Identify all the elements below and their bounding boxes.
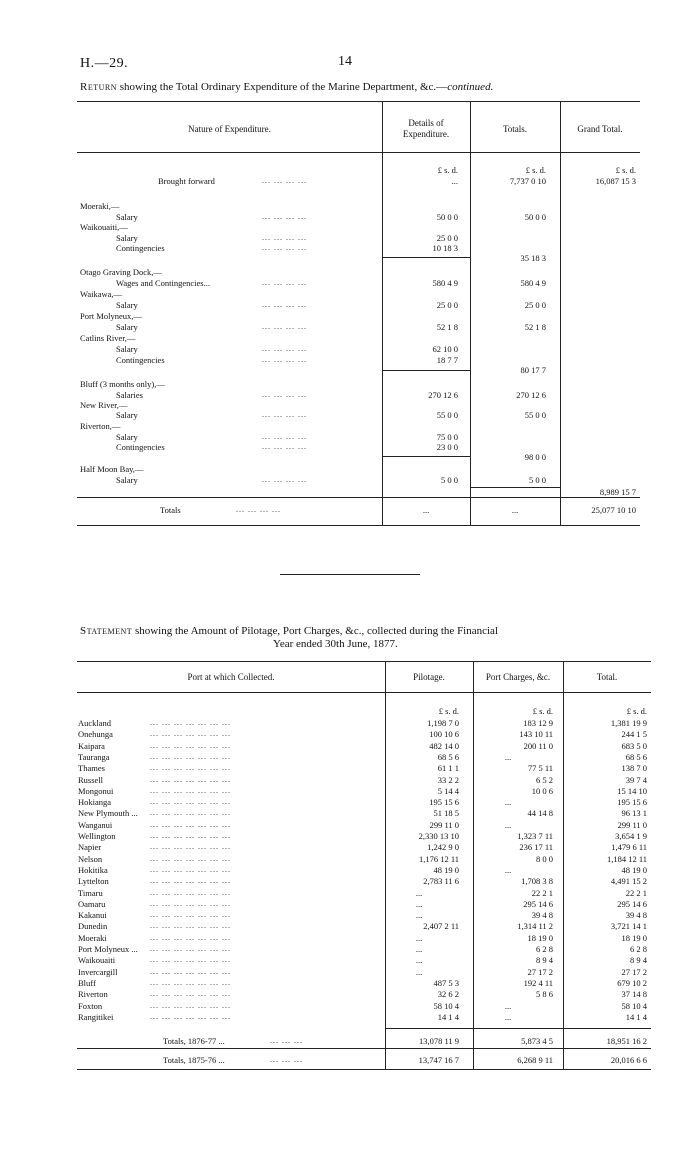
t1-row-label: Salary [116,410,138,420]
t2-row-charges: 44 14 8 [527,808,553,818]
t2-header-pilotage: Pilotage. [413,672,445,682]
t2-row-port: Lyttelton [78,876,109,886]
t1-currency-grand: £ s. d. [615,165,636,175]
t2-row-total: 3,721 14 1 [610,921,647,931]
t2-leader-dots: ... ... ... ... ... ... ... [150,921,231,930]
t1-leader-dots: ... ... ... ... [262,300,307,309]
table2-title-line2: Year ended 30th June, 1877. [273,638,398,650]
t2-leader-dots: ... ... ... ... ... ... ... [150,989,231,998]
t1-row-totals: 270 12 6 [516,390,546,400]
t1-row-details: 10 18 3 [432,243,458,253]
t1-row-label: Contingencies [116,243,165,253]
t2-row-total: 1,184 12 11 [606,854,647,864]
t2-row-pilotage: ... [415,933,423,943]
t1-row-label: Salary [116,344,138,354]
t2-totals-charges: 6,268 9 11 [517,1055,553,1065]
t2-row-port: Rangitikei [78,1012,114,1022]
t1-row-grand: 16,087 15 3 [595,176,636,186]
t2-row-pilotage: 48 19 0 [433,865,459,875]
t2-leader-dots: ... ... ... ... ... ... ... [150,718,231,727]
table1-title-text: showing the Total Ordinary Expenditure of the Marine Department, &c.— [119,81,448,93]
t2-row-total: 138 7 0 [621,763,647,773]
t2-leader-dots: ... ... ... ... ... ... ... [150,786,231,795]
t1-row-details: 52 1 8 [436,322,458,332]
t2-totals-label: Totals, 1876-77 ... [163,1036,225,1046]
t1-row-label: New River,— [80,400,128,410]
t2-row-pilotage: 61 1 1 [437,763,459,773]
t2-totals-rule [385,1028,651,1029]
t2-row-pilotage: 100 10 6 [429,729,459,739]
t2-row-total: 22 2 1 [625,888,647,898]
t2-leader-dots: ... ... ... ... ... ... ... [150,865,231,874]
t1-row-totals: 80 17 7 [520,365,546,375]
t2-leader-dots: ... ... ... ... ... ... ... [150,775,231,784]
t2-row-port: Mongonui [78,786,114,796]
t2-row-total: 299 11 0 [617,820,647,830]
t2-head-rule [77,692,651,693]
t2-row-pilotage: 487 5 3 [433,978,459,988]
page-number: 14 [338,54,352,69]
t1-header-nature: Nature of Expenditure. [188,124,271,134]
t1-leader-dots: ... ... ... ... [262,432,307,441]
t1-leader-dots: ... ... ... ... [262,410,307,419]
t2-row-total: 195 15 6 [617,797,647,807]
t1-row-details: 50 0 0 [436,212,458,222]
t2-leader-dots: ... ... ... [270,1036,303,1045]
t2-leader-dots: ... ... ... ... ... ... ... [150,944,231,953]
t2-row-port: Nelson [78,854,103,864]
t2-row-port: Port Molyneux ... [78,944,138,954]
t1-header-totals: Totals. [502,124,528,134]
t1-row-label: Contingencies [116,355,165,365]
t2-row-total: 6 2 8 [630,944,647,954]
t2-row-total: 27 17 2 [621,967,647,977]
t1-row-details: 270 12 6 [428,390,458,400]
t1-leader-dots: ... ... ... ... [262,322,307,331]
t2-totals-pilotage: 13,078 11 9 [418,1036,459,1046]
t2-row-port: Oamaru [78,899,106,909]
t2-row-total: 96 13 1 [621,808,647,818]
t2-row-port: Thames [78,763,105,773]
t1-leader-dots: ... ... ... ... [262,390,307,399]
t2-leader-dots: ... ... ... ... ... ... ... [150,854,231,863]
table2-title [80,625,498,637]
t1-row-label: Riverton,— [80,421,121,431]
t2-currency-pilotage: £ s. d. [438,706,459,716]
t2-row-pilotage: ... [415,910,423,920]
t1-subtotal-rule [382,257,470,258]
t2-row-charges: 6 5 2 [536,775,553,785]
t2-leader-dots: ... ... ... ... ... ... ... [150,729,231,738]
t2-row-charges: ... [504,1001,512,1011]
t1-row-label: Otago Graving Dock,— [80,267,162,277]
t1-leader-dots: ... ... ... ... [262,176,307,185]
t2-row-charges: 77 5 11 [527,763,553,773]
t1-row-totals: 5 0 0 [529,475,546,485]
t1-row-details: 5 0 0 [441,475,458,485]
t2-row-charges: 236 17 11 [519,842,553,852]
t2-row-port: Riverton [78,989,108,999]
t2-row-port: Timaru [78,888,103,898]
t2-row-pilotage: ... [415,967,423,977]
t1-leader-dots: ... ... ... ... [262,212,307,221]
t2-row-charges: 143 10 11 [519,729,553,739]
section-divider [280,574,420,575]
t2-row-port: Wellington [78,831,116,841]
t2-currency-total: £ s. d. [626,706,647,716]
t2-row-port: Kaipara [78,741,105,751]
t2-bottom-rule [77,1069,651,1070]
t2-row-port: Foxton [78,1001,103,1011]
t1-row-label: Bluff (3 months only),— [80,379,165,389]
t1-totals-grand: 25,077 10 10 [591,505,636,515]
t2-row-charges: 1,314 11 2 [517,921,553,931]
t1-row-details: 62 10 0 [432,344,458,354]
t2-row-charges: 8 0 0 [536,854,553,864]
t1-row-totals: 55 0 0 [524,410,546,420]
t2-leader-dots: ... ... ... ... ... ... ... [150,876,231,885]
t2-row-pilotage: 33 2 2 [437,775,459,785]
page-header-ref: H.—29. [80,56,129,71]
table1-title-lead: Return [80,81,118,93]
t1-row-details: ... [451,176,458,186]
t1-row-label: Catlins River,— [80,333,136,343]
t2-leader-dots: ... ... ... ... ... ... ... [150,978,231,987]
t2-row-pilotage: 299 11 0 [429,820,459,830]
t2-row-pilotage: 14 1 4 [437,1012,459,1022]
t2-row-pilotage: ... [415,888,423,898]
t2-row-pilotage: 1,242 9 0 [427,842,459,852]
t1-totals-label: Totals [160,505,181,515]
t2-row-total: 18 19 0 [621,933,647,943]
t2-totals-pilotage: 13,747 16 7 [418,1055,459,1065]
t2-row-total: 1,381 19 9 [610,718,647,728]
t2-row-pilotage: 482 14 0 [429,741,459,751]
t2-row-pilotage: 51 18 5 [433,808,459,818]
t2-totals-label: Totals, 1875-76 ... [163,1055,225,1065]
t1-top-rule [77,101,640,102]
t1-row-totals: 35 18 3 [520,253,546,263]
t2-row-pilotage: 1,176 12 11 [418,854,459,864]
t2-row-total: 39 7 4 [625,775,647,785]
t1-row-details: 75 0 0 [436,432,458,442]
t1-bottom-rule [77,525,640,526]
t2-leader-dots: ... ... ... ... ... ... ... [150,797,231,806]
t2-row-pilotage: 2,783 11 6 [423,876,459,886]
t2-leader-dots: ... ... ... ... ... ... ... [150,888,231,897]
t2-row-port: Kakanui [78,910,107,920]
t2-header-charges: Port Charges, &c. [485,672,551,682]
t2-header-total: Total. [596,672,618,682]
t1-row-details: 25 0 0 [436,300,458,310]
t2-leader-dots: ... ... ... [270,1055,303,1064]
t1-header-details: Details of Expenditure. [402,118,450,139]
t2-row-pilotage: 58 10 4 [433,1001,459,1011]
t2-leader-dots: ... ... ... ... ... ... ... [150,1001,231,1010]
t1-row-details: 580 4 9 [432,278,458,288]
t2-row-total: 68 5 6 [625,752,647,762]
t2-row-charges: 295 14 6 [523,899,553,909]
t2-row-port: New Plymouth ... [78,808,138,818]
t2-leader-dots: ... ... ... ... ... ... ... [150,910,231,919]
t1-totals-details: ... [422,505,430,515]
t1-row-totals: 25 0 0 [524,300,546,310]
t2-row-total: 1,479 6 11 [611,842,647,852]
table1-title [80,81,493,93]
t2-row-port: Onehunga [78,729,113,739]
t2-leader-dots: ... ... ... ... ... ... ... [150,820,231,829]
t1-row-label: Moeraki,— [80,201,120,211]
t2-row-pilotage: 68 5 6 [437,752,459,762]
t2-row-port: Moeraki [78,933,107,943]
t2-leader-dots: ... ... ... ... ... ... ... [150,741,231,750]
t2-row-pilotage: 2,330 13 10 [418,831,459,841]
t2-row-charges: 183 12 9 [523,718,553,728]
t2-row-charges: ... [504,820,512,830]
t2-row-port: Russell [78,775,104,785]
t1-row-label: Wages and Contingencies... [116,278,210,288]
t2-row-pilotage: 32 6 2 [437,989,459,999]
t1-row-label: Salary [116,212,138,222]
t2-row-total: 14 1 4 [625,1012,647,1022]
t1-subtotal-rule [382,370,470,371]
t2-row-charges: 1,708 3 8 [521,876,553,886]
t2-row-total: 37 14 8 [621,989,647,999]
t2-leader-dots: ... ... ... ... ... ... ... [150,763,231,772]
t1-row-label: Salary [116,322,138,332]
t2-row-charges: 18 19 0 [527,933,553,943]
t2-row-charges: 200 11 0 [523,741,553,751]
t2-row-pilotage: 1,198 7 0 [427,718,459,728]
t1-row-totals: 98 0 0 [524,452,546,462]
t1-row-details: 18 7 7 [436,355,458,365]
t2-row-total: 58 10 4 [621,1001,647,1011]
t2-leader-dots: ... ... ... ... ... ... ... [150,842,231,851]
t2-row-charges: ... [504,797,512,807]
t1-row-label: Salaries [116,390,143,400]
t1-row-label: Half Moon Bay,— [80,464,144,474]
t2-row-total: 244 1 5 [621,729,647,739]
t1-row-totals: 52 1 8 [524,322,546,332]
t1-currency-totals: £ s. d. [525,165,546,175]
t2-leader-dots: ... ... ... ... ... ... ... [150,899,231,908]
t1-leader-dots: ... ... ... ... [236,505,281,514]
t2-row-charges: 5 8 6 [536,989,553,999]
t1-row-totals: 50 0 0 [524,212,546,222]
t2-row-pilotage: 2,407 2 11 [423,921,459,931]
t2-row-pilotage: ... [415,899,423,909]
t1-leader-dots: ... ... ... ... [262,442,307,451]
t1-row-grand: 8,989 15 7 [599,487,636,497]
t2-row-total: 4,491 15 2 [610,876,647,886]
t2-row-total: 683 5 0 [621,741,647,751]
t1-row-totals: 7,737 0 10 [509,176,546,186]
t2-totals-total: 20,016 6 6 [610,1055,647,1065]
t2-row-port: Napier [78,842,102,852]
t1-leader-dots: ... ... ... ... [262,475,307,484]
t1-leader-dots: ... ... ... ... [262,278,307,287]
t2-row-port: Wanganui [78,820,113,830]
t1-leader-dots: ... ... ... ... [262,344,307,353]
t2-row-charges: 39 4 8 [531,910,553,920]
t1-row-label: Brought forward [158,176,215,186]
t2-row-charges: ... [504,865,512,875]
t1-row-label: Salary [116,475,138,485]
t1-row-details: 23 0 0 [436,442,458,452]
t2-row-pilotage: ... [415,944,423,954]
t1-currency-details: £ s. d. [437,165,458,175]
t2-row-charges: 22 2 1 [531,888,553,898]
t2-leader-dots: ... ... ... ... ... ... ... [150,752,231,761]
t2-header-port: Port at which Collected. [187,672,275,682]
t2-row-total: 295 14 6 [617,899,647,909]
t1-row-details: 25 0 0 [436,233,458,243]
t2-row-total: 8 9 4 [630,955,647,965]
t1-header-grand: Grand Total. [577,124,623,134]
t2-row-total: 679 10 2 [617,978,647,988]
t1-subtotal-rule [470,487,560,488]
t1-row-label: Salary [116,300,138,310]
t1-leader-dots: ... ... ... ... [262,233,307,242]
t2-row-charges: 1,323 7 11 [517,831,553,841]
t2-row-charges: 27 17 2 [527,967,553,977]
t2-leader-dots: ... ... ... ... ... ... ... [150,933,231,942]
t1-row-label: Contingencies [116,442,165,452]
t2-row-total: 39 4 8 [625,910,647,920]
t1-row-details: 55 0 0 [436,410,458,420]
t1-row-label: Salary [116,432,138,442]
t2-row-port: Waikouaiti [78,955,116,965]
t1-leader-dots: ... ... ... ... [262,355,307,364]
t2-row-pilotage: 195 15 6 [429,797,459,807]
t2-row-port: Hokitika [78,865,108,875]
table1-title-continued: continued. [447,81,494,93]
t2-row-charges: 6 2 8 [536,944,553,954]
t2-row-port: Dunedin [78,921,108,931]
t1-row-label: Port Molyneux,— [80,311,142,321]
t2-totals-charges: 5,873 4 5 [521,1036,553,1046]
t2-currency-charges: £ s. d. [532,706,553,716]
t2-leader-dots: ... ... ... ... ... ... ... [150,1012,231,1021]
t1-row-label: Waikawa,— [80,289,123,299]
t2-row-port: Invercargill [78,967,118,977]
t1-leader-dots: ... ... ... ... [262,243,307,252]
t2-leader-dots: ... ... ... ... ... ... ... [150,831,231,840]
t1-head-rule [77,152,640,153]
t2-row-charges: 192 4 11 [523,978,553,988]
t2-between-totals-rule [77,1048,651,1049]
t2-leader-dots: ... ... ... ... ... ... ... [150,808,231,817]
table2-title-lead: Statement [80,625,133,637]
t1-row-label: Waikouaiti,— [80,222,128,232]
t2-leader-dots: ... ... ... ... ... ... ... [150,967,231,976]
t2-row-pilotage: ... [415,955,423,965]
t1-row-label: Salary [116,233,138,243]
t2-row-pilotage: 5 14 4 [437,786,459,796]
t2-row-port: Tauranga [78,752,110,762]
t2-row-port: Auckland [78,718,112,728]
t2-row-port: Bluff [78,978,96,988]
t1-subtotal-rule [77,497,640,498]
t2-row-port: Hokianga [78,797,112,807]
t2-top-rule [77,661,651,662]
t2-row-charges: 8 9 4 [536,955,553,965]
t1-subtotal-rule [382,456,470,457]
t2-row-charges: ... [504,1012,512,1022]
table2-title-line1: showing the Amount of Pilotage, Port Charges, &c., collected during the Financial [134,625,498,637]
t2-row-total: 15 14 10 [617,786,647,796]
t1-totals-totals: ... [511,505,519,515]
t1-row-totals: 580 4 9 [520,278,546,288]
t2-row-charges: 10 0 6 [531,786,553,796]
t2-row-charges: ... [504,752,512,762]
t2-row-total: 48 19 0 [621,865,647,875]
t2-totals-total: 18,951 16 2 [606,1036,647,1046]
t2-leader-dots: ... ... ... ... ... ... ... [150,955,231,964]
t2-row-total: 3,654 1 9 [615,831,647,841]
